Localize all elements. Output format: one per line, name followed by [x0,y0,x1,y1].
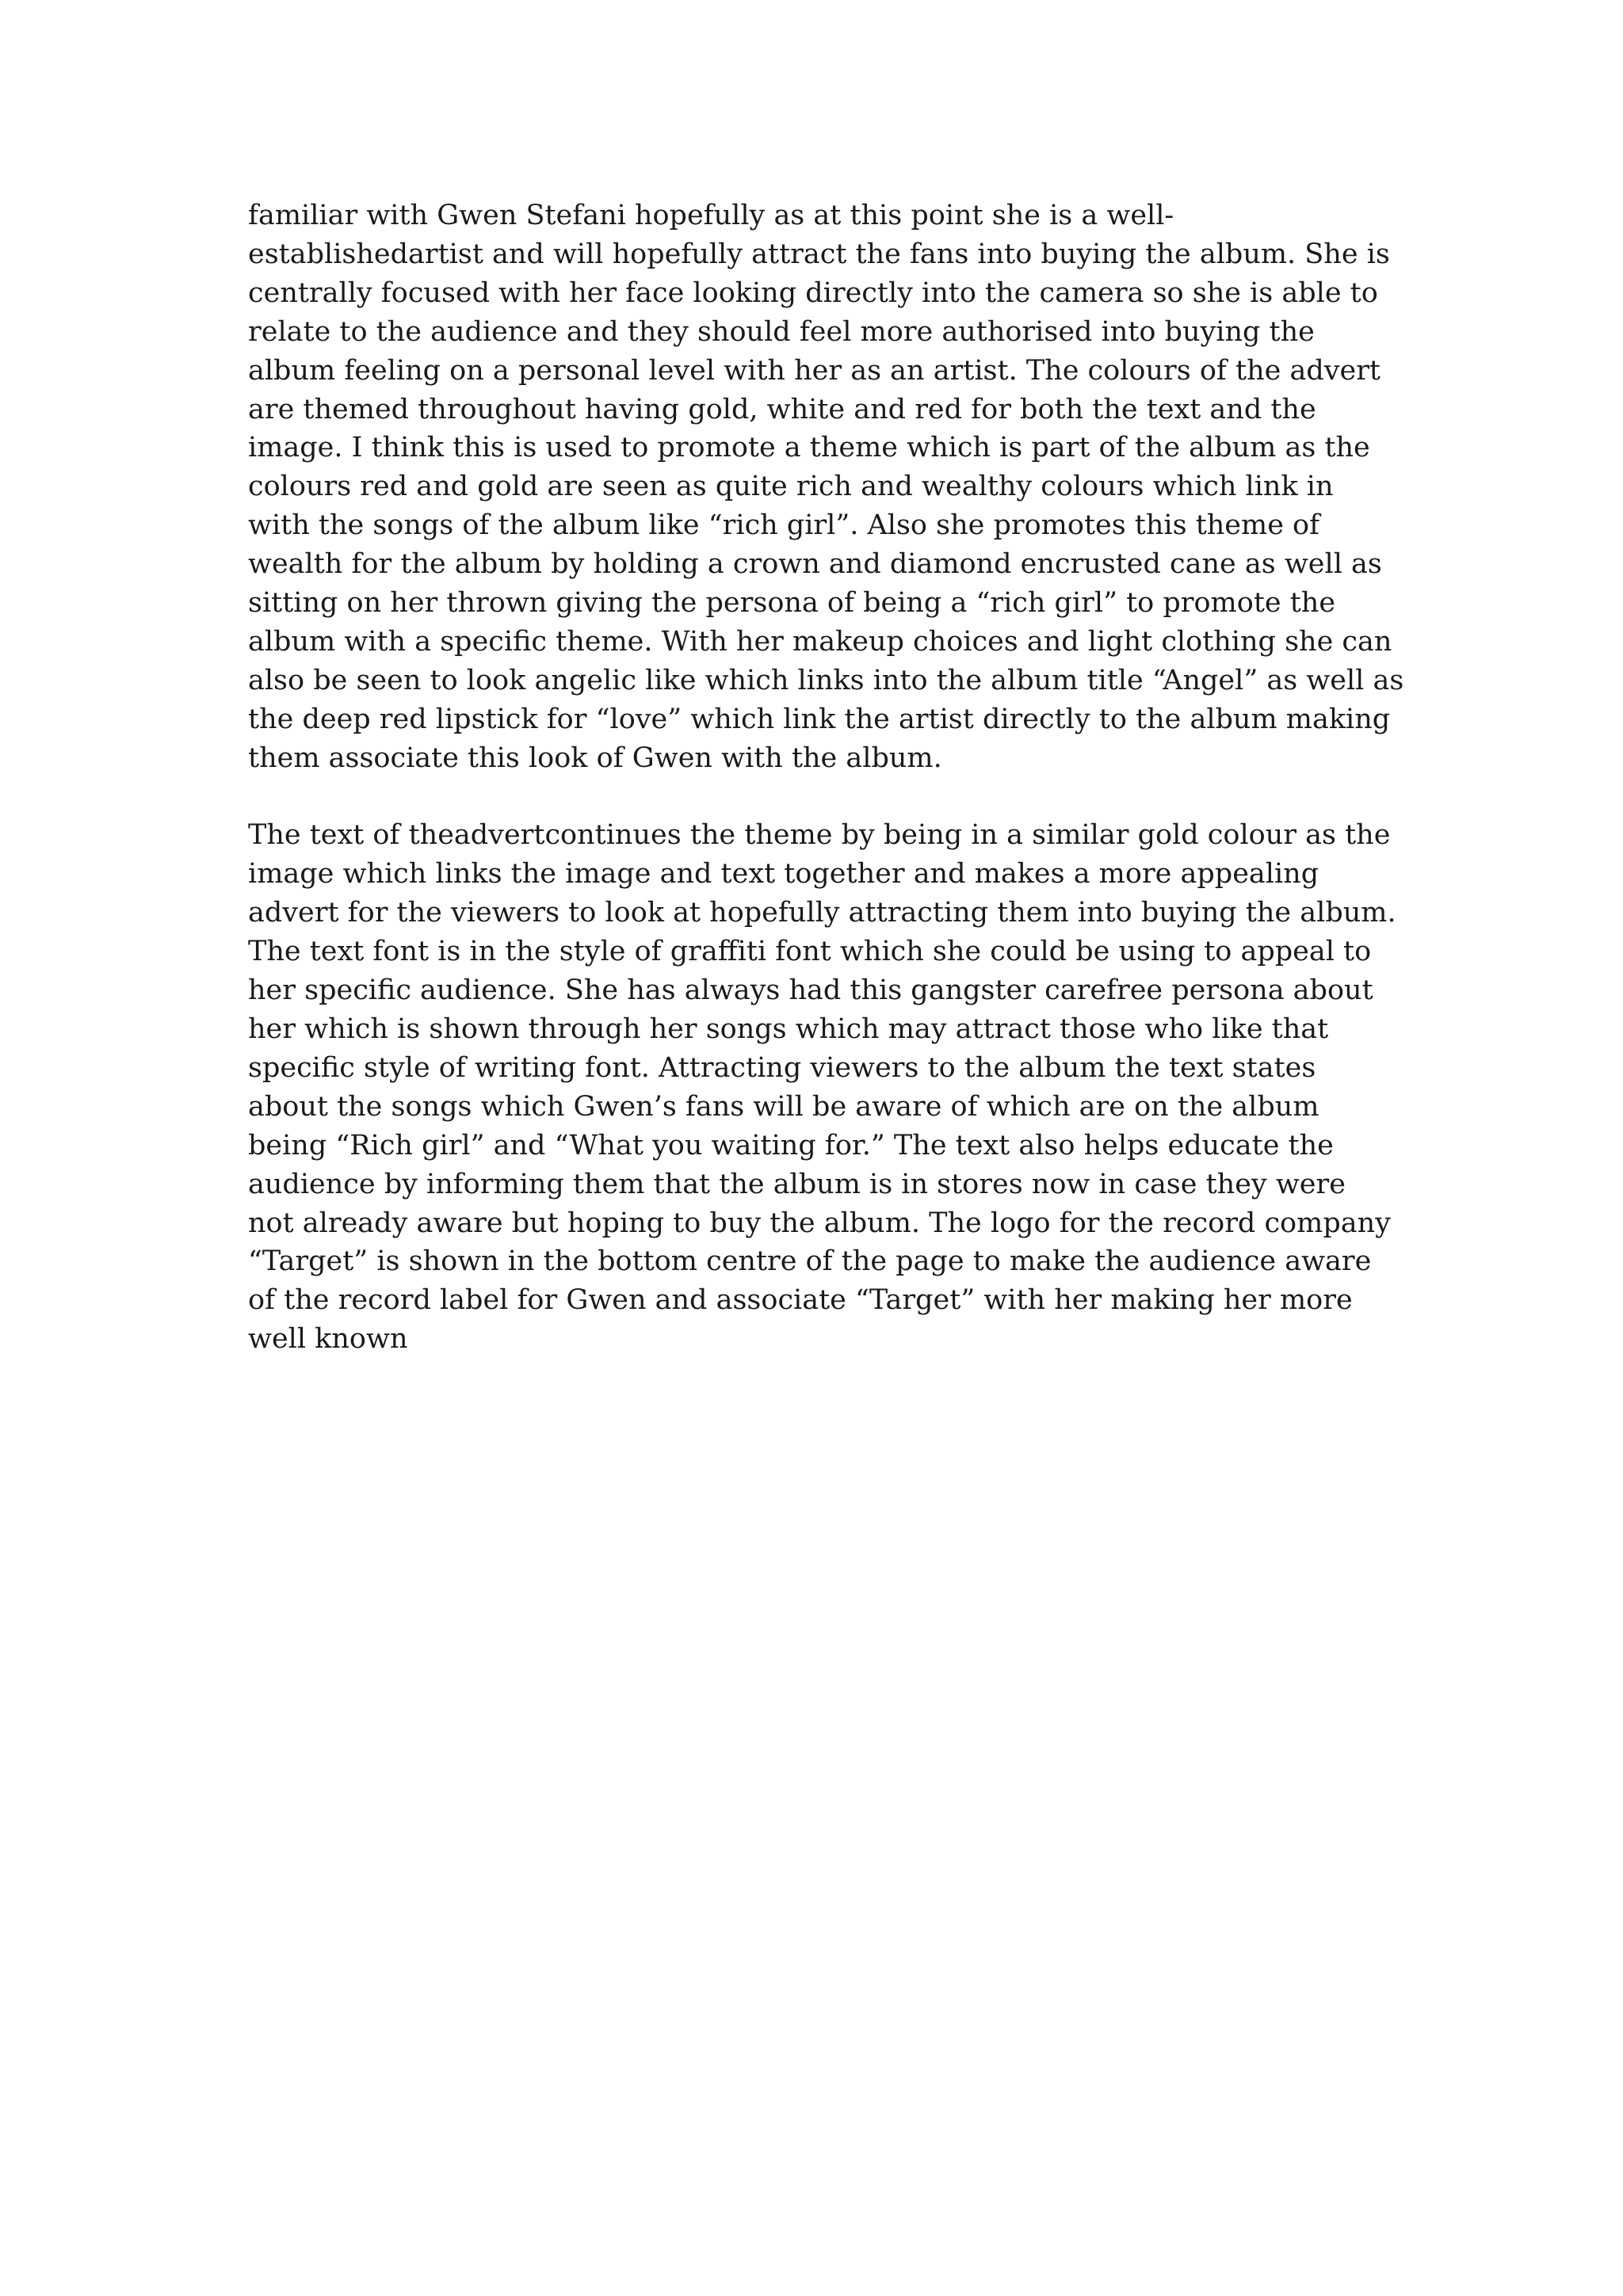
text-line: establishedartist and will hopefully attract the fans into buying the album. She is [248,238,1390,270]
text-line: image. I think this is used to promote a theme which is part of the album as the [248,432,1370,464]
text-line: specific style of writing font. Attracting viewers to the album the text states [248,1051,1316,1084]
text-line: The text font is in the style of graffiti font which she could be using to appeal to [248,936,1372,968]
text-line: album feeling on a personal level with her as an artist. The colours of the advert [248,354,1381,387]
text-line: with the songs of the album like “rich girl”. Also she promotes this theme of [248,509,1320,542]
text-line: her which is shown through her songs which may attract those who like that [248,1013,1329,1046]
text-line: wealth for the album by holding a crown and diamond encrusted cane as well as [248,548,1382,581]
text-line: “Target” is shown in the bottom centre of the page to make the audience aware [248,1245,1372,1278]
text-line: album with a specific theme. With her makeup choices and light clothing she can [248,625,1392,658]
paragraph-gap [248,778,1405,817]
text-line: colours red and gold are seen as quite rich and wealthy colours which link in [248,471,1334,503]
text-line: sitting on her thrown giving the persona of being a “rich girl” to promote the [248,587,1336,620]
text-line: are themed throughout having gold, white and red for both the text and the [248,393,1316,425]
text-line: about the songs which Gwen’s fans will be aware of which are on the album [248,1090,1319,1123]
text-line: her specific audience. She has always had this gangster carefree persona about [248,974,1373,1007]
text-line: well known [248,1323,408,1356]
text-line: centrally focused with her face looking directly into the camera so she is able to [248,277,1378,309]
text-line: image which links the image and text together and makes a more appealing [248,858,1319,891]
paragraph-1 [248,196,1405,778]
text-line: relate to the audience and they should feel more authorised into buying the [248,315,1315,348]
body-text [248,196,1405,1359]
text-line: not already aware but hoping to buy the album. The logo for the record company [248,1207,1391,1239]
text-line: being “Rich girl” and “What you waiting for.” The text also helps educate the [248,1129,1334,1161]
text-line: them associate this look of Gwen with the album. [248,742,942,774]
text-line: also be seen to look angelic like which links into the album title “Angel” as well as [248,664,1404,696]
text-line: the deep red lipstick for “love” which link the artist directly to the album making [248,703,1391,735]
text-line: audience by informing them that the album is in stores now in case they were [248,1168,1346,1200]
text-line: The text of theadvertcontinues the theme by being in a similar gold colour as the [248,819,1391,852]
text-line: advert for the viewers to look at hopefully attracting them into buying the album. [248,897,1396,929]
text-line: familiar with Gwen Stefani hopefully as at this point she is a well- [248,200,1174,231]
paragraph-2 [248,816,1405,1359]
text-line: of the record label for Gwen and associate “Target” with her making her more [248,1284,1353,1317]
